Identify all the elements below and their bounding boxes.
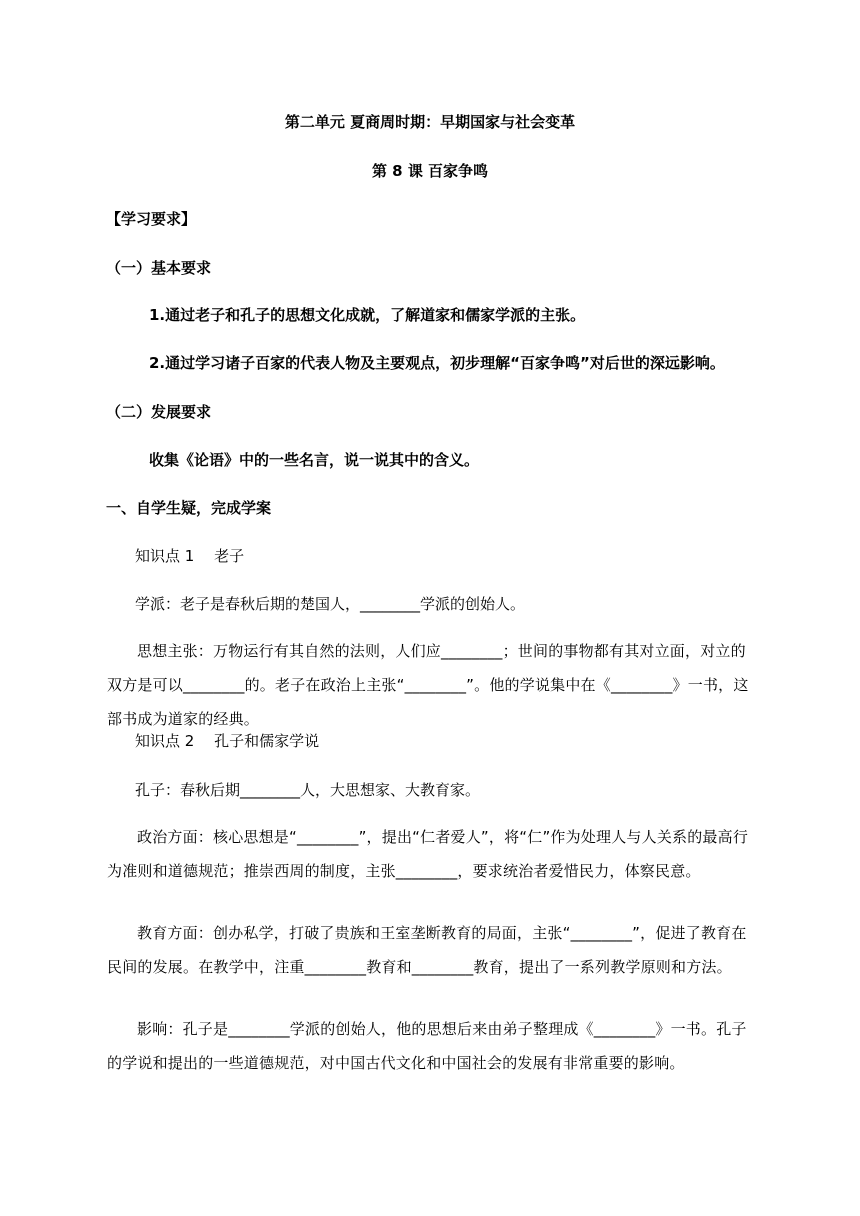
laozi-thought-paragraph: 思想主张：万物运行有其自然的法则，人们应________；世间的事物都有其对立面，对立的双方是可以________的。老子在政治上主张“________”。他的学说集中在《________》一书，这部书成为道家的经典。 <box>107 642 749 728</box>
lesson-title: 第 8 课 百家争鸣 <box>371 162 489 180</box>
unit-title: 第二单元 夏商周时期：早期国家与社会变革 <box>284 113 576 131</box>
development-requirements-heading: （二）发展要求 <box>106 403 212 421</box>
confucius-politics-paragraph: 政治方面：核心思想是“________”，提出“仁者爱人”，将“仁”作为处理人与人关系的最高行为准则和道德规范；推崇西周的制度，主张________，要求统治者爱惜民力，体察民意。 <box>107 828 749 880</box>
section-heading: 一、自学生疑，完成学案 <box>106 499 272 517</box>
basic-requirement-2: 2.通过学习诸子百家的代表人物及主要观点，初步理解“百家争鸣”对后世的深远影响。 <box>149 354 725 372</box>
knowledge-point-2-title: 知识点 2 孔子和儒家学说 <box>135 732 320 750</box>
laozi-school-text: 学派：老子是春秋后期的楚国人，________学派的创始人。 <box>135 595 526 613</box>
knowledge-point-1-title: 知识点 1 老子 <box>135 547 245 565</box>
confucius-influence-paragraph: 影响：孔子是________学派的创始人，他的思想后来由弟子整理成《________》一书。孔子的学说和提出的一些道德规范，对中国古代文化和中国社会的发展有非常重要的影响。 <box>107 1020 747 1072</box>
basic-requirement-1: 1.通过老子和孔子的思想文化成就，了解道家和儒家学派的主张。 <box>149 306 586 324</box>
development-requirement: 收集《论语》中的一些名言，说一说其中的含义。 <box>149 451 480 469</box>
confucius-education-paragraph: 教育方面：创办私学，打破了贵族和王室垄断教育的局面，主张“________”，促进了教育在民间的发展。在教学中，注重________教育和________教育，提出了一系列教学原则和方法。 <box>107 924 747 976</box>
requirements-heading: 【学习要求】 <box>106 210 197 228</box>
confucius-intro-text: 孔子：春秋后期________人，大思想家、大教育家。 <box>135 781 481 799</box>
basic-requirements-heading: （一）基本要求 <box>106 259 212 277</box>
